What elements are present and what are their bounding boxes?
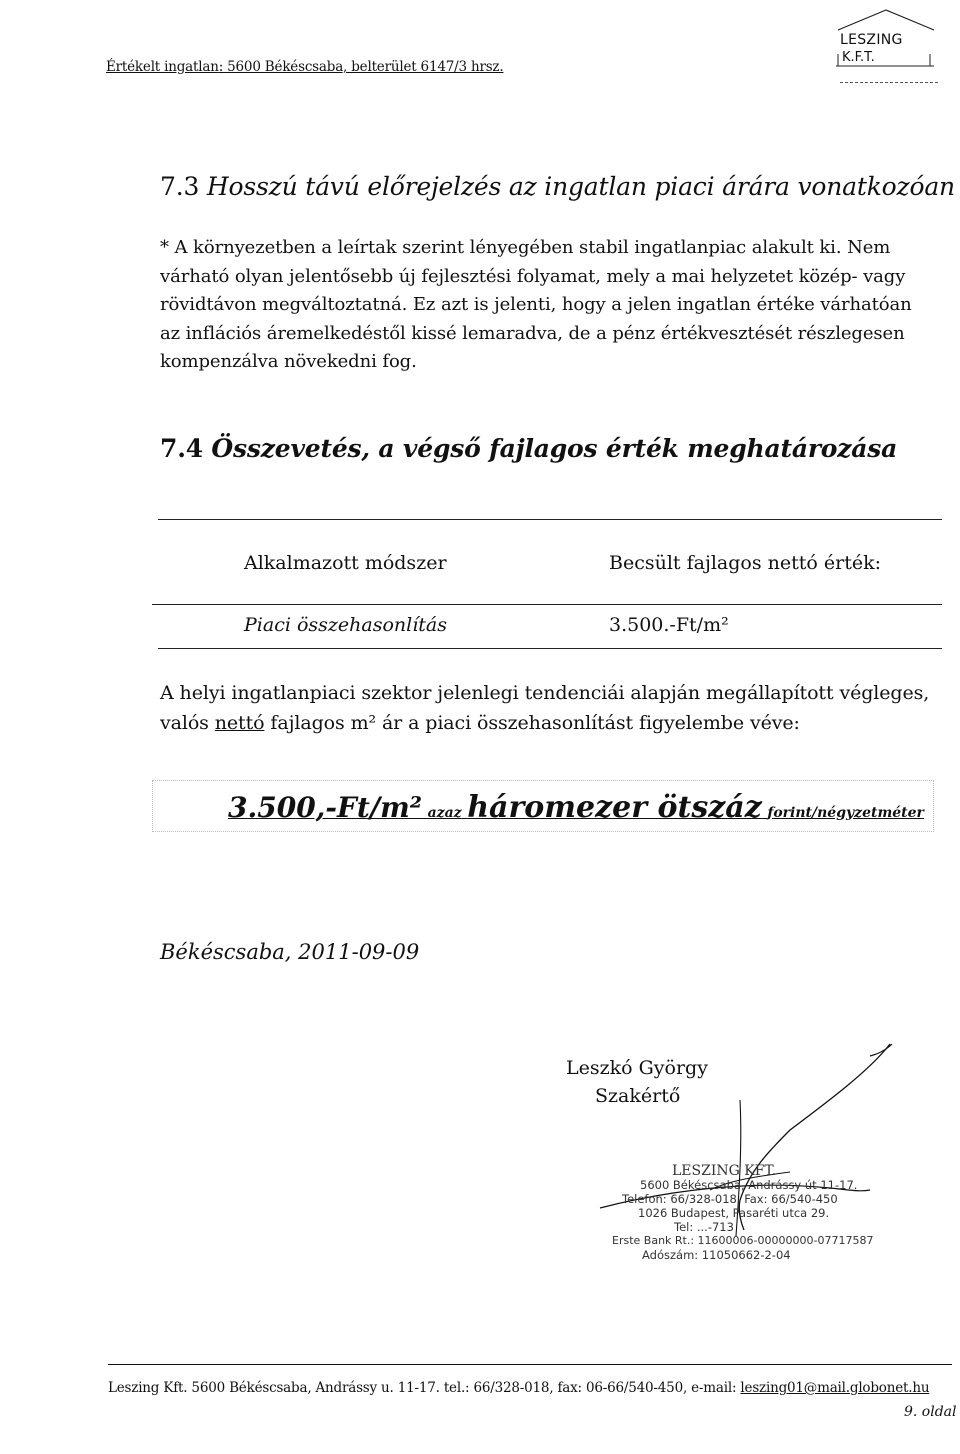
table-bottom-rule bbox=[158, 648, 942, 649]
table-header-rule bbox=[152, 604, 942, 605]
conclusion-underlined: nettó bbox=[214, 712, 265, 734]
conclusion-text-2: fajlagos m² ár a piaci összehasonlítást figyelembe véve: bbox=[264, 712, 800, 734]
footer-email-link[interactable]: leszing01@mail.globonet.hu bbox=[740, 1380, 930, 1396]
conclusion-paragraph bbox=[160, 678, 930, 738]
footer-divider bbox=[108, 1364, 952, 1365]
logo-sub: K.F.T. bbox=[842, 50, 875, 65]
stamp-line: Erste Bank Rt.: 11600006-00000000-07717587 bbox=[612, 1234, 874, 1247]
table-cell-method: Piaci összehasonlítás bbox=[244, 614, 447, 636]
stamp-line: LESZING KFT. bbox=[672, 1163, 777, 1179]
company-stamp bbox=[612, 1164, 872, 1262]
stamp-line: 5600 Békéscsaba, Andrássy út 11-17. bbox=[640, 1178, 858, 1192]
section-title: Összevetés, a végső fajlagos érték meghatározása bbox=[211, 434, 898, 463]
final-amount: 3.500,-Ft/m² bbox=[228, 791, 422, 824]
section-heading-7-3 bbox=[160, 172, 955, 201]
final-words: háromezer ötszáz bbox=[467, 790, 762, 825]
footer-text: Leszing Kft. 5600 Békéscsaba, Andrássy u. 11-17. tel.: 66/328-018, fax: 06-66/540-450, e-mail: bbox=[108, 1380, 741, 1396]
final-value bbox=[228, 790, 924, 825]
section-number: 7.4 bbox=[160, 434, 203, 463]
stamp-line: Adószám: 11050662-2-04 bbox=[642, 1248, 791, 1262]
footer-contact bbox=[108, 1380, 929, 1396]
header-divider bbox=[840, 82, 938, 83]
final-unit: forint/négyzetméter bbox=[767, 805, 924, 821]
place-date: Békéscsaba, 2011-09-09 bbox=[160, 940, 420, 964]
signer-role: Szakértő bbox=[595, 1085, 681, 1107]
forecast-paragraph: * A környezetben a leírtak szerint lényegében stabil ingatlanpiac alakult ki. Nem várható olyan jelentősebb új fejlesztési folyamat, mely a mai helyzetet közép- vagy rövidtávon megváltoztatná. Ez azt is jelenti, hogy a jelen ingatlan értéke várhatóan az inflációs áremelkedéstől kissé lemaradva, de a pénz értékvesztését részlegesen kompenzálva növekedni fog. bbox=[160, 237, 912, 372]
section-title: Hosszú távú előrejelzés az ingatlan piaci árára vonatkozóan bbox=[206, 172, 955, 201]
logo-name: LESZING bbox=[840, 32, 903, 48]
table-cell-value: 3.500.-Ft/m² bbox=[609, 614, 729, 636]
table-header-value: Becsült fajlagos nettó érték: bbox=[609, 552, 881, 574]
page-number: 9. oldal bbox=[904, 1404, 957, 1420]
signer-name: Leszkó György bbox=[566, 1057, 708, 1079]
table-header-method: Alkalmazott módszer bbox=[244, 552, 447, 574]
conclusion-text-1: A helyi ingatlanpiaci szektor jelenlegi tendenciái alapján megállapított végleges, valós bbox=[160, 682, 930, 734]
stamp-line: Tel: ...-713 bbox=[674, 1220, 734, 1234]
header-link[interactable]: Értékelt ingatlan bbox=[106, 59, 219, 75]
stamp-line: 1026 Budapest, Pasaréti utca 29. bbox=[638, 1206, 830, 1220]
header-title bbox=[106, 59, 503, 75]
company-logo bbox=[828, 8, 940, 70]
section-number: 7.3 bbox=[160, 172, 200, 201]
table-top-rule bbox=[158, 519, 942, 520]
stamp-line: Telefon: 66/328-018, Fax: 66/540-450 bbox=[622, 1192, 838, 1206]
final-azaz: azaz bbox=[427, 805, 462, 821]
section-heading-7-4 bbox=[160, 434, 897, 463]
header-address: : 5600 Békéscsaba, belterület 6147/3 hrsz. bbox=[218, 59, 504, 75]
